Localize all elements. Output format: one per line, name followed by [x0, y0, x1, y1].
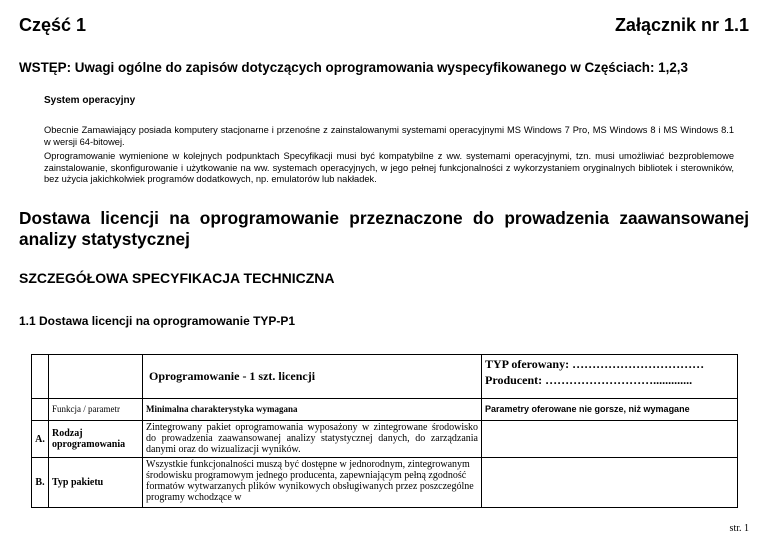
empty-cell: [32, 355, 49, 399]
paragraph-current-systems: Obecnie Zamawiający posiada komputery stacjonarne i przenośne z zainstalowanymi systemami operacyjnymi MS Windows 7 Pro, MS Windows 8 i MS Windows 8.1 w wersji 64-bitowej.: [44, 125, 734, 147]
spec-heading: SZCZEGÓŁOWA SPECYFIKACJA TECHNICZNA: [19, 270, 335, 286]
offer-fields: [482, 355, 738, 399]
row-desc: Zintegrowany pakiet oprogramowania wyposażony w zintegrowane środowisko do prowadzenia zaawansowanej analizy statystycznej danych, do zarządzania danymi oraz do wizualizacji wyników.: [143, 421, 482, 458]
paragraph-compatibility: Oprogramowanie wymienione w kolejnych podpunktach Specyfikacji musi być kompatybilne z ww. systemami operacyjnymi, tzn. musi umożliwiać bezproblemowe zainstalowanie, skonfigurowanie i użytkowanie na ww. systemach operacyjnych, w jego pełnej funkcjonalności z wykorzystaniem oryginalnych bibliotek i sterowników, bez użycia jakichkolwiek programów dodatkowych, np. emulatorów lub nakładek.: [44, 151, 734, 184]
main-title: Dostawa licencji na oprogramowanie przeznaczone do prowadzenia zaawansowanej analizy statystycznej: [19, 208, 749, 249]
empty-cell: [49, 355, 143, 399]
row-offered-input[interactable]: [482, 458, 738, 508]
table-row: [32, 458, 738, 508]
spec-table: [31, 354, 738, 508]
col-function-header: Funkcja / parametr: [49, 399, 143, 421]
col-min-header: Minimalna charakterystyka wymagana: [143, 399, 482, 421]
row-letter: A.: [32, 421, 49, 458]
table-header-row: [32, 355, 738, 399]
empty-cell: [32, 399, 49, 421]
annex-label: Załącznik nr 1.1: [614, 15, 749, 35]
column-header-row: [32, 399, 738, 421]
part-label: Część 1: [19, 15, 87, 35]
row-letter: B.: [32, 458, 49, 508]
col-offered-header: Parametry oferowane nie gorsze, niż wymagane: [482, 399, 738, 421]
sub-heading: 1.1 Dostawa licencji na oprogramowanie TYP-P1: [19, 314, 296, 328]
typ-field[interactable]: TYP oferowany: ……………………………: [485, 357, 705, 371]
row-offered-input[interactable]: [482, 421, 738, 458]
table-title: Oprogramowanie - 1 szt. licencji: [143, 355, 482, 399]
intro-heading: WSTĘP: Uwagi ogólne do zapisów dotyczących oprogramowania wyspecyfikowanego w Częściach: 1,2,3: [19, 60, 688, 75]
row-desc: Wszystkie funkcjonalności muszą być dostępne w jednorodnym, zintegrowanym środowisku programowym jednego producenta, zapewniającym pełną zgodność formatów wytwarzanych plików wynikowych obsługiwanych przez poszczególne programy wchodzące w: [143, 458, 482, 508]
producent-field[interactable]: Producent: ……………………….............: [485, 373, 693, 387]
table-row: [32, 421, 738, 458]
row-param: Rodzaj oprogramowania: [49, 421, 143, 458]
page-number: str. 1: [729, 523, 749, 534]
system-heading: System operacyjny: [44, 95, 136, 106]
row-param: Typ pakietu: [49, 458, 143, 508]
